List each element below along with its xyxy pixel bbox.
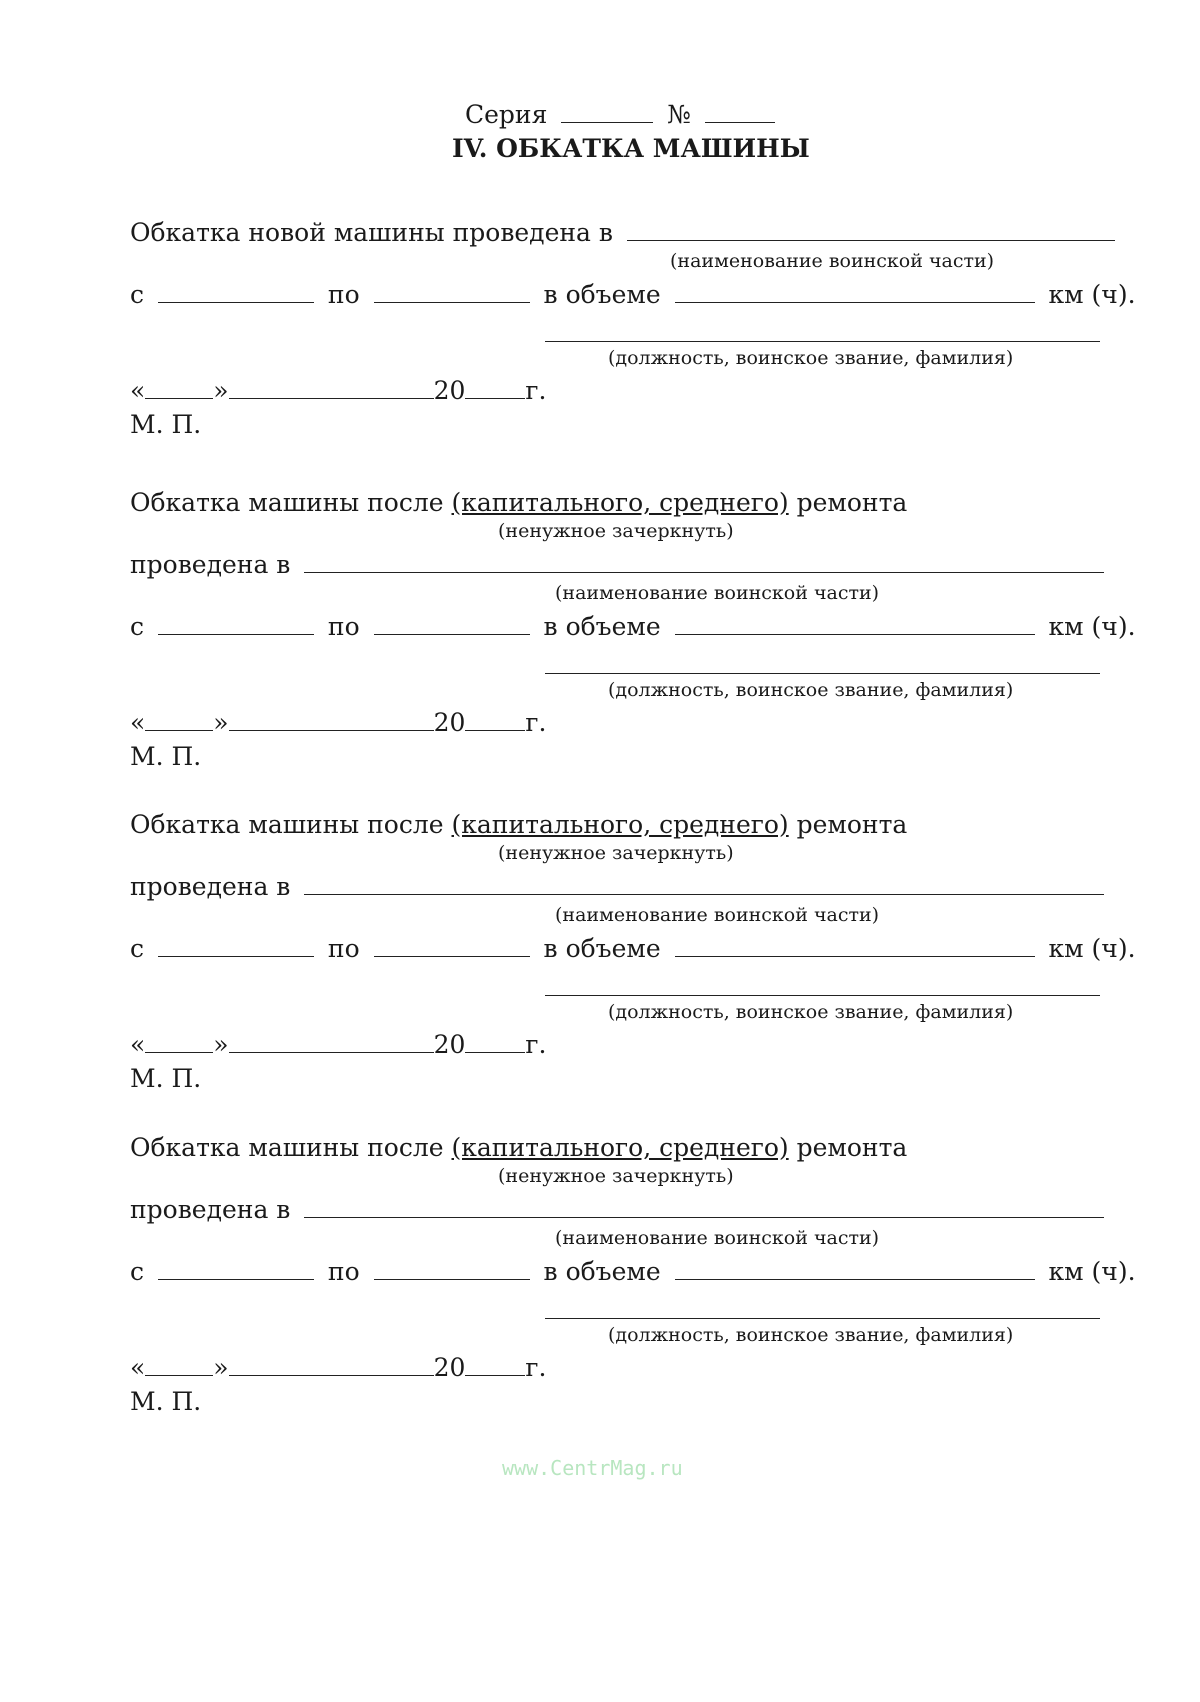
repair-type-choice[interactable]: (капитального, среднего) — [451, 1133, 789, 1162]
strike-caption: (ненужное зачеркнуть) — [498, 1165, 734, 1187]
quote-open: « — [130, 376, 146, 405]
year-field[interactable] — [465, 1051, 525, 1053]
to-label: по — [327, 280, 360, 309]
heading-suffix: ремонта — [796, 1133, 908, 1162]
year-suffix: г. — [525, 708, 547, 737]
year-prefix: 20 — [433, 1353, 466, 1382]
conducted-line — [130, 872, 1104, 901]
unit-field[interactable] — [304, 893, 1104, 895]
quote-close: » — [213, 1353, 229, 1382]
to-label: по — [327, 934, 360, 963]
unit-caption: (наименование воинской части) — [670, 250, 995, 272]
year-prefix: 20 — [433, 376, 466, 405]
quote-close: » — [213, 1030, 229, 1059]
conducted-label: проведена в — [130, 872, 291, 901]
from-label: с — [130, 1257, 145, 1286]
conducted-label: проведена в — [130, 550, 291, 579]
repair-type-choice[interactable]: (капитального, среднего) — [451, 488, 789, 517]
unit-field[interactable] — [627, 239, 1115, 241]
page-title: IV. ОБКАТКА МАШИНЫ — [452, 134, 810, 163]
day-field[interactable] — [145, 397, 213, 399]
section-1-period-line — [130, 280, 1136, 309]
signature-field[interactable] — [545, 994, 1100, 996]
section-1-heading — [130, 218, 1115, 247]
quote-open: « — [130, 1353, 146, 1382]
date-line — [130, 1030, 546, 1059]
month-field[interactable] — [229, 729, 434, 731]
volume-label: в объеме — [543, 1257, 661, 1286]
series-number-line — [465, 100, 781, 129]
year-field[interactable] — [465, 1374, 525, 1376]
series-field[interactable] — [561, 121, 653, 123]
to-date-field[interactable] — [374, 633, 530, 635]
volume-field[interactable] — [675, 1278, 1035, 1280]
section-3-heading — [130, 810, 907, 839]
from-date-field[interactable] — [158, 633, 314, 635]
to-label: по — [327, 612, 360, 641]
signature-caption: (должность, воинское звание, фамилия) — [608, 347, 1014, 369]
strike-caption: (ненужное зачеркнуть) — [498, 520, 734, 542]
strike-caption: (ненужное зачеркнуть) — [498, 842, 734, 864]
conducted-line — [130, 1195, 1104, 1224]
month-field[interactable] — [229, 1374, 434, 1376]
date-line — [130, 1353, 546, 1382]
section-2-heading — [130, 488, 907, 517]
conducted-line — [130, 550, 1104, 579]
watermark: www.CentrMag.ru — [502, 1456, 683, 1480]
stamp-label: М. П. — [130, 1064, 202, 1093]
signature-field[interactable] — [545, 672, 1100, 674]
from-label: с — [130, 280, 145, 309]
number-label: № — [667, 100, 691, 129]
from-date-field[interactable] — [158, 301, 314, 303]
period-line — [130, 1257, 1136, 1286]
quote-close: » — [213, 376, 229, 405]
series-label: Серия — [465, 100, 548, 129]
conducted-label: проведена в — [130, 1195, 291, 1224]
volume-field[interactable] — [675, 955, 1035, 957]
quote-close: » — [213, 708, 229, 737]
from-date-field[interactable] — [158, 955, 314, 957]
to-date-field[interactable] — [374, 955, 530, 957]
day-field[interactable] — [145, 1374, 213, 1376]
unit-suffix: км (ч). — [1048, 280, 1136, 309]
from-label: с — [130, 612, 145, 641]
unit-field[interactable] — [304, 571, 1104, 573]
volume-field[interactable] — [675, 301, 1035, 303]
stamp-label: М. П. — [130, 742, 202, 771]
to-date-field[interactable] — [374, 1278, 530, 1280]
month-field[interactable] — [229, 1051, 434, 1053]
heading-prefix: Обкатка машины после — [130, 1133, 444, 1162]
signature-caption: (должность, воинское звание, фамилия) — [608, 1324, 1014, 1346]
volume-field[interactable] — [675, 633, 1035, 635]
year-suffix: г. — [525, 1353, 547, 1382]
heading-suffix: ремонта — [796, 488, 908, 517]
to-date-field[interactable] — [374, 301, 530, 303]
year-field[interactable] — [465, 397, 525, 399]
day-field[interactable] — [145, 1051, 213, 1053]
period-line — [130, 934, 1136, 963]
month-field[interactable] — [229, 397, 434, 399]
section-heading-text: Обкатка новой машины проведена в — [130, 218, 613, 247]
heading-prefix: Обкатка машины после — [130, 488, 444, 517]
year-prefix: 20 — [433, 1030, 466, 1059]
number-field[interactable] — [705, 121, 775, 123]
from-date-field[interactable] — [158, 1278, 314, 1280]
quote-open: « — [130, 1030, 146, 1059]
signature-field[interactable] — [545, 1317, 1100, 1319]
day-field[interactable] — [145, 729, 213, 731]
from-label: с — [130, 934, 145, 963]
period-line — [130, 612, 1136, 641]
quote-open: « — [130, 708, 146, 737]
stamp-label: М. П. — [130, 410, 202, 439]
signature-field[interactable] — [545, 340, 1100, 342]
signature-caption: (должность, воинское звание, фамилия) — [608, 679, 1014, 701]
unit-suffix: км (ч). — [1048, 1257, 1136, 1286]
year-suffix: г. — [525, 1030, 547, 1059]
section-4-heading — [130, 1133, 907, 1162]
heading-prefix: Обкатка машины после — [130, 810, 444, 839]
signature-caption: (должность, воинское звание, фамилия) — [608, 1001, 1014, 1023]
year-suffix: г. — [525, 376, 547, 405]
year-field[interactable] — [465, 729, 525, 731]
unit-suffix: км (ч). — [1048, 934, 1136, 963]
unit-field[interactable] — [304, 1216, 1104, 1218]
date-line — [130, 376, 546, 405]
date-line — [130, 708, 546, 737]
stamp-label: М. П. — [130, 1387, 202, 1416]
unit-caption: (наименование воинской части) — [555, 582, 880, 604]
volume-label: в объеме — [543, 612, 661, 641]
heading-suffix: ремонта — [796, 810, 908, 839]
unit-caption: (наименование воинской части) — [555, 904, 880, 926]
volume-label: в объеме — [543, 934, 661, 963]
year-prefix: 20 — [433, 708, 466, 737]
unit-suffix: км (ч). — [1048, 612, 1136, 641]
unit-caption: (наименование воинской части) — [555, 1227, 880, 1249]
repair-type-choice[interactable]: (капитального, среднего) — [451, 810, 789, 839]
volume-label: в объеме — [543, 280, 661, 309]
to-label: по — [327, 1257, 360, 1286]
